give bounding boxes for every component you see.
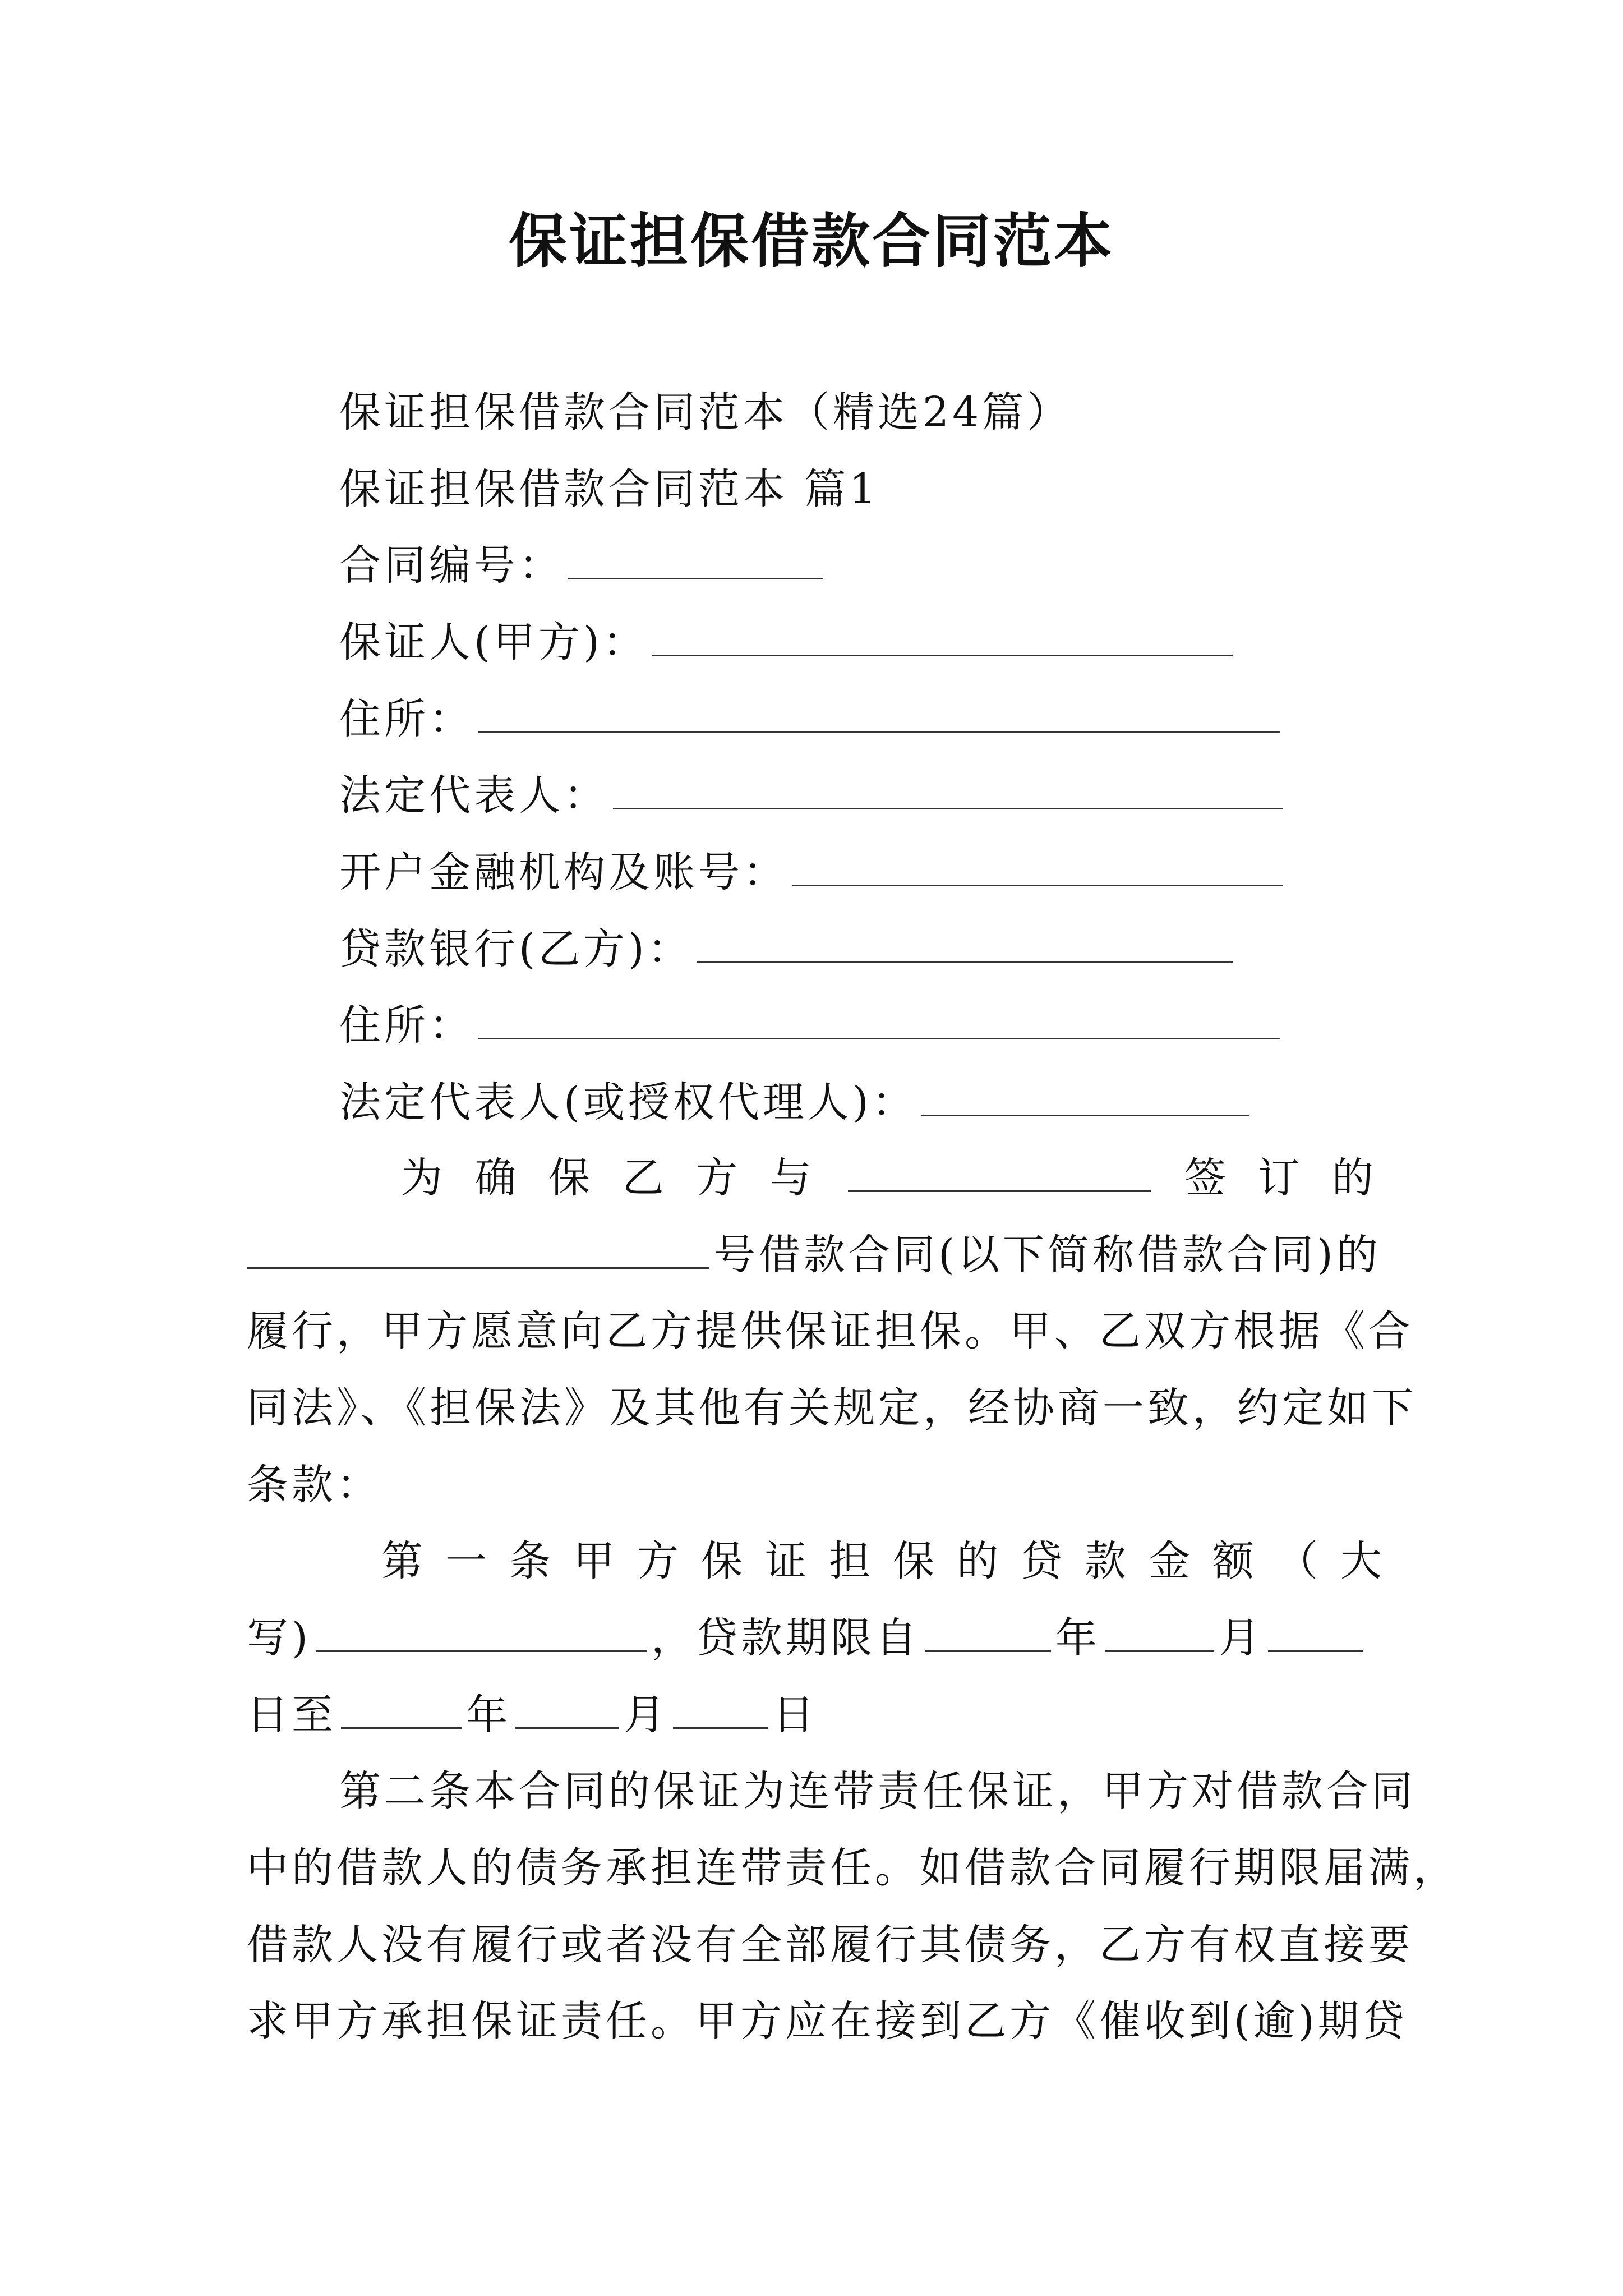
section-heading: 保证担保借款合同范本 篇1 xyxy=(339,465,879,513)
bank-account-blank xyxy=(792,846,1283,886)
start-year-blank xyxy=(925,1612,1051,1652)
article1-word: 证 xyxy=(765,1537,810,1585)
intro-word: 签 xyxy=(1184,1154,1229,1202)
article2-line-1: 第二条本合同的保证为连带责任保证，甲方对借款合同 xyxy=(339,1767,1416,1815)
guarantor-legal-rep-blank xyxy=(613,770,1283,809)
article1-text: 年 xyxy=(1055,1614,1100,1662)
article1-word: 额 xyxy=(1212,1537,1257,1585)
guarantor-blank xyxy=(652,616,1233,656)
lender-address-row xyxy=(339,997,1285,1053)
guarantor-row xyxy=(339,614,1237,670)
end-month-blank xyxy=(515,1689,619,1729)
article1-word: 第 xyxy=(381,1537,426,1585)
article1-word: 的 xyxy=(957,1537,1002,1585)
article1-line-1 xyxy=(381,1533,1385,1589)
guarantor-label: 保证人(甲方)： xyxy=(339,618,648,666)
intro-line-4: 同法》、《担保法》及其他有关规定，经协商一致，约定如下 xyxy=(247,1384,1417,1432)
intro-word: 保 xyxy=(548,1154,594,1202)
start-day-blank xyxy=(1268,1612,1363,1652)
intro-line-2 xyxy=(247,1227,1381,1283)
lender-legal-rep-row xyxy=(339,1074,1254,1130)
bank-account-row xyxy=(339,844,1288,900)
intro-line-5: 条款： xyxy=(247,1461,381,1509)
article1-word: 金 xyxy=(1149,1537,1193,1585)
bank-account-label: 开户金融机构及账号： xyxy=(339,848,788,896)
article2-line-4: 求甲方承担保证责任。甲方应在接到乙方《催收到(逾)期贷 xyxy=(247,1997,1408,2045)
article1-word: 保 xyxy=(893,1537,938,1585)
borrower-blank xyxy=(848,1152,1151,1192)
guarantor-legal-rep-row xyxy=(339,767,1288,823)
guarantor-address-row xyxy=(339,691,1285,747)
article1-text: 月 xyxy=(1218,1614,1264,1662)
contract-number-blank xyxy=(568,540,823,579)
intro-word: 确 xyxy=(474,1154,520,1202)
guarantor-address-label: 住所： xyxy=(339,695,474,743)
lender-address-label: 住所： xyxy=(339,1001,474,1050)
lender-row xyxy=(339,921,1237,977)
subtitle: 保证担保借款合同范本（精选24篇） xyxy=(339,388,1072,436)
article1-word: 条 xyxy=(509,1537,554,1585)
article1-word: 款 xyxy=(1085,1537,1129,1585)
article1-word: 方 xyxy=(637,1537,682,1585)
intro-text: 号借款合同(以下简称借款合同)的 xyxy=(714,1231,1381,1279)
end-day-blank xyxy=(673,1689,768,1729)
article1-text: 日 xyxy=(773,1691,818,1739)
article1-text: 写) xyxy=(247,1614,311,1662)
document-title: 保证担保借款合同范本 xyxy=(508,206,1114,275)
intro-line-1 xyxy=(401,1150,1377,1206)
article1-word: 担 xyxy=(829,1537,874,1585)
intro-word: 乙 xyxy=(622,1154,667,1202)
intro-line-3: 履行，甲方愿意向乙方提供保证担保。甲、乙双方根据《合 xyxy=(247,1307,1413,1355)
intro-word: 订 xyxy=(1258,1154,1303,1202)
intro-word: 与 xyxy=(769,1154,815,1202)
article1-word: 一 xyxy=(445,1537,490,1585)
contract-number-row xyxy=(339,537,828,593)
article1-text: 日至 xyxy=(247,1691,336,1739)
article1-word: 大 xyxy=(1340,1537,1385,1585)
article1-word: （ xyxy=(1276,1537,1321,1585)
lender-label: 贷款银行(乙方)： xyxy=(339,925,693,973)
contract-number-label: 合同编号： xyxy=(339,541,564,590)
start-month-blank xyxy=(1105,1612,1214,1652)
article1-text: ，贷款期限自 xyxy=(651,1614,920,1662)
guarantor-legal-rep-label: 法定代表人： xyxy=(339,771,608,820)
intro-word: 的 xyxy=(1331,1154,1377,1202)
lender-legal-rep-label: 法定代表人(或授权代理人)： xyxy=(339,1078,917,1126)
article1-line-3 xyxy=(247,1687,818,1743)
article1-word: 保 xyxy=(701,1537,746,1585)
article1-word: 贷 xyxy=(1021,1537,1066,1585)
intro-word: 为 xyxy=(401,1154,446,1202)
lender-blank xyxy=(697,923,1233,963)
article1-text: 月 xyxy=(624,1691,668,1739)
article1-line-2 xyxy=(247,1610,1368,1666)
article2-line-3: 借款人没有履行或者没有全部履行其债务，乙方有权直接要 xyxy=(247,1921,1413,1969)
intro-word: 方 xyxy=(696,1154,741,1202)
loan-contract-no-blank xyxy=(247,1229,709,1269)
article2-line-2: 中的借款人的债务承担连带责任。如借款合同履行期限届满， xyxy=(247,1844,1458,1892)
article1-text: 年 xyxy=(466,1691,511,1739)
end-year-blank xyxy=(341,1689,462,1729)
loan-amount-blank xyxy=(316,1612,647,1652)
guarantor-address-blank xyxy=(478,693,1280,733)
lender-legal-rep-blank xyxy=(921,1076,1249,1116)
article1-word: 甲 xyxy=(573,1537,618,1585)
lender-address-blank xyxy=(478,1000,1280,1039)
